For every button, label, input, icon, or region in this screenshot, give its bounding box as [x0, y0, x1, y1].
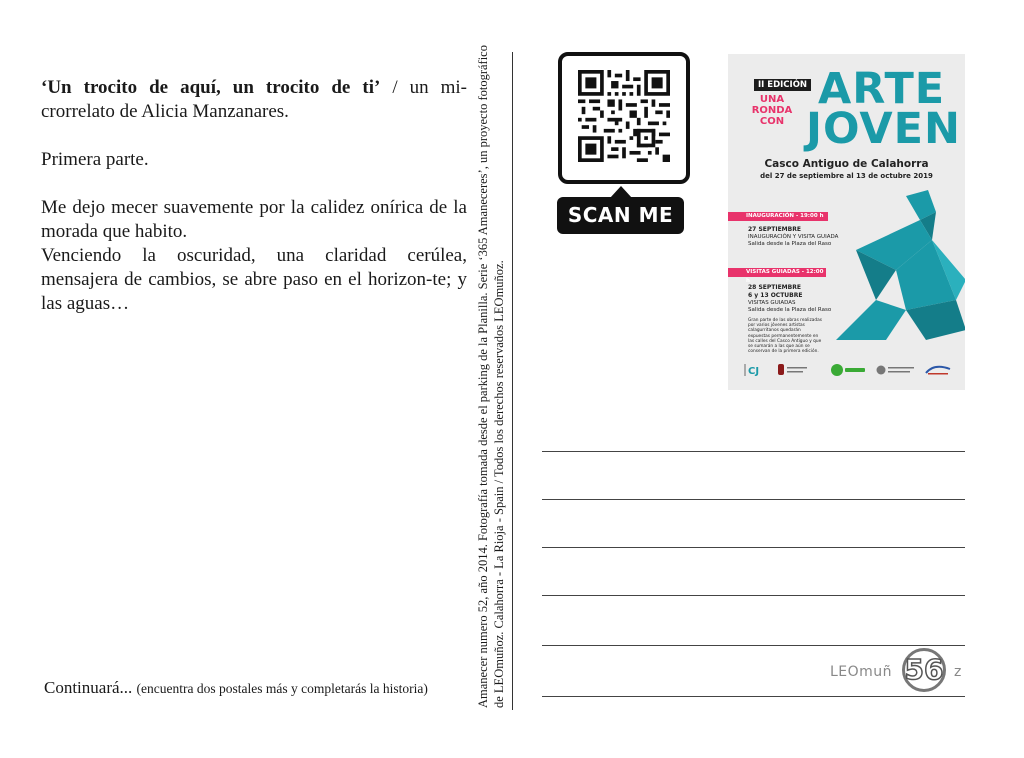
tiempo-logo-icon	[924, 363, 952, 377]
address-line-3	[542, 547, 965, 548]
poster-inauguration-place: Salida desde la Plaza del Raso	[748, 241, 832, 247]
poster-edition: II EDICIÓN	[754, 79, 811, 91]
poster-blurb: Gran parte de las obras realizadas por varios jóvenes artistas calagurritanos quedarán expuestas permanentemente en las calles del Casco Antiguo y que se sumarán a las que aún se conservan de la primera edición.	[748, 318, 822, 355]
poster-visitas-bar: VISITAS GUIADAS - 12:00 h	[728, 268, 826, 277]
poster-dates: del 27 de septiembre al 13 de octubre 2019	[760, 172, 933, 180]
poster-inauguration-detail: INAUGURACIÓN Y VISITA GUIADA	[748, 234, 839, 240]
logo-suffix: z	[954, 664, 962, 680]
asociacion-logo-icon	[876, 363, 916, 377]
address-line-1	[542, 451, 965, 452]
story-text	[41, 76, 467, 316]
logo-number: 56	[904, 653, 944, 686]
logo-text: LEOmuñ	[830, 664, 893, 680]
story-title-rest: / un mi-crorrelato de Alicia Manzanares.	[41, 77, 467, 122]
poster-visitas-date-1: 28 SEPTIEMBRE	[748, 284, 801, 291]
scan-me-button[interactable]: SCAN ME	[557, 197, 684, 234]
credits-line-1: Amanecer numero 52, año 2014. Fotografía tomada desde el parking de la Planilla. Serie ‘365 Amaneceres’, un proyecto fotográfico	[476, 45, 490, 708]
story-paragraph-1: Me dejo mecer suavemente por la calidez onírica de la morada que habito.	[41, 197, 467, 242]
poster-title-arte: ARTE	[818, 64, 946, 114]
address-line-6	[542, 696, 965, 697]
poster-sponsor-logos	[744, 363, 954, 379]
svg-text:CJ: CJ	[748, 366, 760, 377]
poster-inauguration-bar: INAUGURACIÓN - 19:00 h	[728, 212, 828, 221]
postcard-divider	[512, 52, 513, 710]
qr-pattern-icon	[578, 70, 670, 162]
ayuntamiento-logo-icon	[778, 363, 808, 377]
juventud-logo-icon	[830, 363, 866, 377]
story-part: Primera parte.	[41, 149, 149, 170]
address-line-5	[542, 645, 965, 646]
poster-visitas-detail: VISITAS GUIADAS	[748, 300, 796, 306]
poster-place: Casco Antiguo de Calahorra	[764, 158, 929, 170]
poster-visitas-date-2: 6 y 13 OCTUBRE	[748, 292, 803, 299]
leomunoz-logo	[830, 648, 965, 696]
story-paragraph-2: Venciendo la oscuridad, una claridad cerúlea, mensajera de cambios, se abre paso en el horizon-te; y las aguas…	[41, 245, 467, 314]
continues-main: Continuará...	[44, 678, 133, 697]
qr-code[interactable]	[558, 52, 690, 184]
origami-bird-icon	[836, 190, 965, 350]
continues-detail: (encuentra dos postales más y completarás la historia)	[136, 681, 428, 696]
story-title-bold: ‘Un trocito de aquí, un trocito de ti’	[41, 77, 381, 98]
cjcc-logo-icon	[744, 363, 768, 377]
event-poster	[728, 54, 965, 390]
poster-ronda: UNA RONDA CON	[751, 94, 793, 127]
poster-visitas-place: Salida desde la Plaza del Raso	[748, 307, 832, 313]
address-line-2	[542, 499, 965, 500]
continues-note	[44, 678, 428, 698]
story-title	[41, 76, 467, 124]
credits-line-2: de LEOmuñoz. Calahorra - La Rioja - Spain / Todos los derechos reservados LEOmuñoz.	[492, 260, 506, 708]
poster-visitas-info	[748, 284, 848, 314]
poster-title-joven: JOVEN	[806, 104, 962, 154]
poster-inauguration-date: 27 SEPTIEMBRE	[748, 226, 801, 233]
poster-inauguration-info	[748, 226, 848, 248]
address-line-4	[542, 595, 965, 596]
